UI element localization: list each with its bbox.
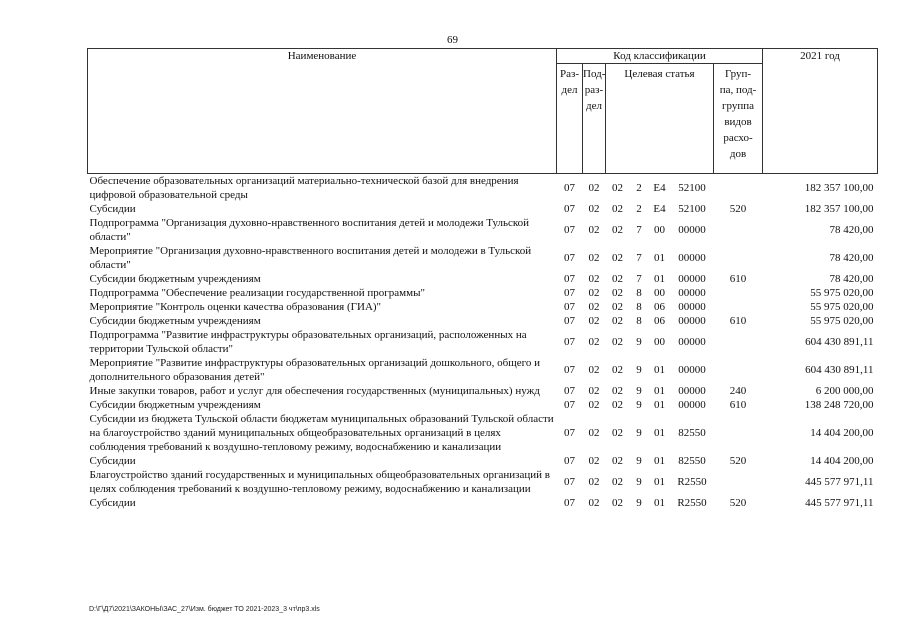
cell-podrazdel: 02 (588, 273, 600, 285)
cell-c4: 00000 (678, 364, 706, 376)
cell-c4: R2550 (677, 497, 707, 509)
cell-c2: 9 (636, 427, 642, 439)
cell-amount: 14 404 200,00 (810, 427, 874, 439)
table-row (88, 300, 878, 314)
cell-razdel: 07 (564, 399, 575, 411)
cell-amount: 78 420,00 (829, 224, 874, 236)
cell-podrazdel: 02 (588, 364, 600, 376)
cell-c1: 02 (612, 336, 623, 348)
header-target: Целевая статья (606, 64, 714, 174)
cell-razdel: 07 (564, 427, 575, 439)
cell-c2: 9 (636, 497, 642, 509)
cell-group (714, 300, 763, 314)
cell-c1: 02 (612, 287, 623, 299)
cell-group (714, 468, 763, 496)
cell-c3: 06 (654, 301, 665, 313)
cell-c2: 9 (636, 385, 642, 397)
cell-c2: 7 (636, 224, 642, 236)
cell-c4: 82550 (678, 455, 706, 467)
cell-c3: 01 (654, 455, 665, 467)
cell-name: Иные закупки товаров, работ и услуг для обеспечения государственных (муниципальных) нужд (89, 385, 540, 397)
cell-group (714, 244, 763, 272)
cell-c4: 00000 (678, 301, 706, 313)
table-row (88, 244, 878, 272)
cell-c3: 01 (654, 252, 665, 264)
table-row (88, 468, 878, 496)
cell-c4: 52100 (678, 182, 706, 194)
header-year: 2021 год (763, 49, 878, 174)
cell-amount: 138 248 720,00 (804, 399, 874, 411)
cell-name: Субсидии (89, 455, 136, 467)
cell-c2: 8 (636, 301, 642, 313)
table-row (88, 412, 878, 454)
cell-group: 610 (729, 273, 747, 285)
cell-c3: 00 (654, 224, 665, 236)
cell-c2: 9 (636, 336, 642, 348)
cell-podrazdel: 02 (588, 301, 600, 313)
table-row (88, 272, 878, 286)
cell-c1: 02 (612, 315, 623, 327)
cell-c1: 02 (612, 385, 623, 397)
cell-c2: 2 (636, 182, 642, 194)
file-path-footer: D:\Г\Д7\2021\ЗАКОНЫ\ЗАС_27\Изм. бюджет ТО 2021-2023_3 чт\пр3.xls (89, 606, 320, 613)
cell-group: 520 (729, 203, 747, 215)
cell-c4: 52100 (678, 203, 706, 215)
cell-c3: 00 (654, 287, 665, 299)
cell-c1: 02 (612, 455, 623, 467)
cell-group (714, 356, 763, 384)
cell-group (714, 216, 763, 244)
header-code: Код классификации (557, 49, 763, 64)
table-row (88, 496, 878, 510)
cell-podrazdel: 02 (588, 315, 600, 327)
cell-c4: 00000 (678, 252, 706, 264)
cell-c4: 00000 (678, 385, 706, 397)
cell-c2: 9 (636, 476, 642, 488)
header-razdel: Раз- дел (557, 64, 583, 174)
cell-c4: 00000 (678, 399, 706, 411)
cell-c4: 00000 (678, 315, 706, 327)
cell-podrazdel: 02 (588, 203, 600, 215)
cell-c1: 02 (612, 476, 623, 488)
table-body (88, 174, 878, 511)
page-number: 69 (447, 34, 458, 46)
cell-amount: 604 430 891,11 (805, 364, 874, 376)
cell-c3: 00 (654, 336, 665, 348)
cell-group (714, 328, 763, 356)
cell-c1: 02 (612, 399, 623, 411)
cell-razdel: 07 (564, 455, 575, 467)
cell-amount: 55 975 020,00 (810, 315, 874, 327)
cell-c3: 01 (654, 476, 665, 488)
cell-c3: E4 (653, 203, 666, 215)
cell-c4: 00000 (678, 273, 706, 285)
cell-podrazdel: 02 (588, 336, 600, 348)
cell-c2: 9 (636, 399, 642, 411)
cell-c2: 7 (636, 252, 642, 264)
cell-c4: R2550 (677, 476, 707, 488)
cell-c4: 00000 (678, 224, 706, 236)
cell-razdel: 07 (564, 301, 575, 313)
cell-razdel: 07 (564, 315, 575, 327)
cell-razdel: 07 (564, 252, 575, 264)
header-group: Груп- па, под- группа видов расхо- дов (714, 64, 763, 174)
header-name: Наименование (88, 49, 557, 174)
cell-name: Мероприятие "Развитие инфраструктуры образовательных организаций дошкольного, общего и дополнительного образования детей" (89, 357, 540, 383)
cell-amount: 445 577 971,11 (805, 476, 874, 488)
cell-podrazdel: 02 (588, 497, 600, 509)
cell-name: Подпрограмма "Развитие инфраструктуры образовательных организаций, расположенных на территории Тульской области" (89, 329, 527, 355)
cell-amount: 604 430 891,11 (805, 336, 874, 348)
cell-amount: 78 420,00 (829, 273, 874, 285)
cell-c4: 82550 (678, 427, 706, 439)
cell-razdel: 07 (564, 287, 575, 299)
cell-amount: 55 975 020,00 (810, 301, 874, 313)
cell-name: Субсидии бюджетным учреждениям (89, 315, 261, 327)
cell-group: 610 (729, 315, 747, 327)
table-row (88, 398, 878, 412)
cell-name: Субсидии бюджетным учреждениям (89, 273, 261, 285)
cell-c1: 02 (612, 497, 623, 509)
cell-name: Мероприятие "Контроль оценки качества образования (ГИА)" (89, 301, 382, 313)
table-row (88, 314, 878, 328)
cell-c4: 00000 (678, 287, 706, 299)
cell-c1: 02 (612, 203, 623, 215)
cell-c2: 2 (636, 203, 642, 215)
cell-group (714, 412, 763, 454)
cell-amount: 78 420,00 (829, 252, 874, 264)
cell-c2: 7 (636, 273, 642, 285)
cell-podrazdel: 02 (588, 287, 600, 299)
cell-razdel: 07 (564, 182, 575, 194)
cell-podrazdel: 02 (588, 252, 600, 264)
table-row (88, 174, 878, 203)
cell-podrazdel: 02 (588, 385, 600, 397)
cell-podrazdel: 02 (588, 182, 600, 194)
cell-c1: 02 (612, 182, 623, 194)
cell-c2: 9 (636, 364, 642, 376)
cell-c2: 8 (636, 315, 642, 327)
header-podrazdel: Под- раз- дел (583, 64, 606, 174)
cell-name: Субсидии из бюджета Тульской области бюджетам муниципальных образований Тульской области на благоустройство зданий муниципальных общеобразовательных организаций в целях соблюдения требований к воздушно-тепловому режиму, водоснабжению и канализации (89, 413, 554, 453)
cell-name: Подпрограмма "Обеспечение реализации государственной программы" (89, 287, 425, 299)
cell-razdel: 07 (564, 336, 575, 348)
table-row (88, 356, 878, 384)
cell-c3: 01 (654, 364, 665, 376)
cell-group (714, 174, 763, 203)
cell-c2: 8 (636, 287, 642, 299)
cell-amount: 182 357 100,00 (804, 203, 874, 215)
cell-podrazdel: 02 (588, 455, 600, 467)
cell-c1: 02 (612, 224, 623, 236)
cell-c3: 06 (654, 315, 665, 327)
table-row (88, 286, 878, 300)
cell-c1: 02 (612, 252, 623, 264)
cell-name: Мероприятие "Организация духовно-нравственного воспитания детей и молодежи в Тульской области" (89, 245, 532, 271)
table-row (88, 328, 878, 356)
cell-name: Подпрограмма "Организация духовно-нравственного воспитания детей и молодежи Тульской области" (89, 217, 530, 243)
cell-group: 520 (729, 497, 747, 509)
cell-c3: 01 (654, 399, 665, 411)
table-row (88, 216, 878, 244)
cell-podrazdel: 02 (588, 427, 600, 439)
cell-amount: 182 357 100,00 (804, 182, 874, 194)
cell-razdel: 07 (564, 203, 575, 215)
cell-podrazdel: 02 (588, 476, 600, 488)
cell-c3: E4 (653, 182, 666, 194)
cell-group: 520 (729, 455, 747, 467)
cell-c3: 01 (654, 385, 665, 397)
cell-name: Субсидии бюджетным учреждениям (89, 399, 261, 411)
cell-podrazdel: 02 (588, 224, 600, 236)
cell-c1: 02 (612, 301, 623, 313)
cell-razdel: 07 (564, 364, 575, 376)
cell-group (714, 286, 763, 300)
table-row (88, 454, 878, 468)
cell-c2: 9 (636, 455, 642, 467)
cell-name: Благоустройство зданий государственных и муниципальных общеобразовательных организаций в целях соблюдения требований к воздушно-тепловому режиму, водоснабжению и канализации (89, 469, 550, 495)
cell-c1: 02 (612, 273, 623, 285)
cell-name: Субсидии (89, 497, 136, 509)
cell-amount: 55 975 020,00 (810, 287, 874, 299)
cell-group: 240 (729, 385, 747, 397)
cell-razdel: 07 (564, 224, 575, 236)
cell-amount: 445 577 971,11 (805, 497, 874, 509)
cell-podrazdel: 02 (588, 399, 600, 411)
cell-razdel: 07 (564, 273, 575, 285)
table-row (88, 202, 878, 216)
cell-amount: 6 200 000,00 (815, 385, 874, 397)
table-row (88, 384, 878, 398)
budget-table (87, 48, 878, 510)
cell-c3: 01 (654, 497, 665, 509)
cell-razdel: 07 (564, 497, 575, 509)
cell-c3: 01 (654, 273, 665, 285)
cell-name: Обеспечение образовательных организаций материально-технической базой для внедрения цифровой образовательной среды (89, 175, 519, 201)
cell-c3: 01 (654, 427, 665, 439)
cell-group: 610 (729, 399, 747, 411)
cell-amount: 14 404 200,00 (810, 455, 874, 467)
cell-c1: 02 (612, 427, 623, 439)
cell-name: Субсидии (89, 203, 136, 215)
cell-razdel: 07 (564, 385, 575, 397)
cell-c1: 02 (612, 364, 623, 376)
cell-c4: 00000 (678, 336, 706, 348)
cell-razdel: 07 (564, 476, 575, 488)
